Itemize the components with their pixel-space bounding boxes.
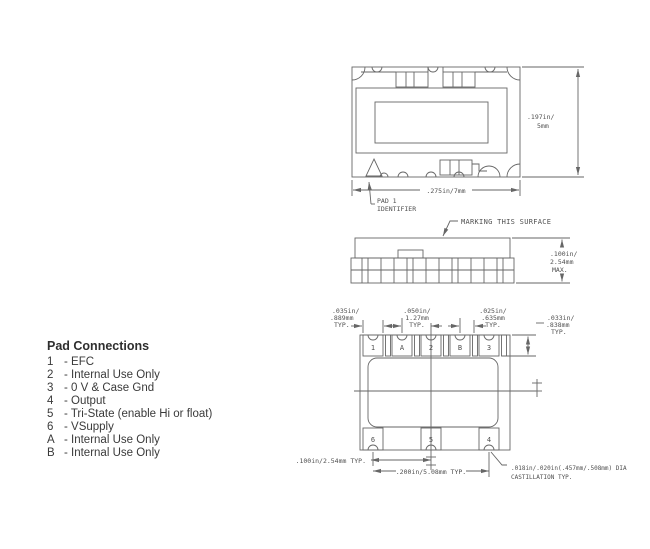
castellation-callout <box>491 452 627 481</box>
edge-castellation-notches <box>372 67 495 177</box>
pad-connection-row-6 <box>47 421 212 434</box>
pad1-callout-line2: IDENTIFIER <box>377 205 417 213</box>
pad-label-A: A <box>399 344 405 352</box>
pad1-identifier-callout <box>369 182 416 213</box>
dim-025-line1: .025in/ <box>479 307 507 315</box>
dim-035-line2: .889mm <box>330 314 354 322</box>
dim-025-line2: .635mm <box>481 314 505 322</box>
pad-function: - EFC <box>64 356 95 368</box>
marking-surface-callout <box>443 218 551 236</box>
base-castellation-lines <box>362 258 503 283</box>
top-dimensions <box>330 307 507 333</box>
pad-function: - Internal Use Only <box>64 369 160 381</box>
pad-connection-row-A <box>47 434 212 447</box>
lid-cavity-outline <box>375 102 488 143</box>
max-height-label-line2: 2.54mm <box>550 258 574 266</box>
pad-function: - Internal Use Only <box>64 434 160 446</box>
pad-function: - VSupply <box>64 421 114 433</box>
pad-connections-title: Pad Connections <box>47 339 150 353</box>
bottom-dimensions <box>296 452 489 477</box>
corner-castellation-arcs <box>352 67 520 177</box>
centerline-symbols <box>426 379 542 465</box>
pad-number: 2 <box>47 369 54 381</box>
pad-function: - Tri-State (enable Hi or float) <box>64 408 213 420</box>
pad1-callout-line1: PAD 1 <box>377 197 397 205</box>
pad-height-dimension <box>502 314 574 356</box>
dim-033-line2: .838mm <box>546 321 570 329</box>
height-dim-label-line1: .197in/ <box>527 113 555 121</box>
dim-035-line1: .035in/ <box>332 307 360 315</box>
castellation-note-line1: .018in/.020in(.457mm/.508mm) DIA <box>511 465 627 472</box>
pad-number: 1 <box>47 356 54 368</box>
dim-100-label: .100in/2.54mm TYP. <box>295 457 366 465</box>
pad-label-2: 2 <box>428 344 434 352</box>
bottom-view-drawing <box>296 307 627 481</box>
pad-function: - 0 V & Case Gnd <box>64 382 155 394</box>
pad-connection-row-3 <box>47 382 212 395</box>
side-view-drawing <box>351 218 577 283</box>
pad-connection-row-B <box>47 447 212 460</box>
pad-function: - Output <box>64 395 106 407</box>
dim-050-line1: .050in/ <box>403 307 431 315</box>
marking-surface-label: MARKING THIS SURFACE <box>461 218 552 226</box>
dim-200-label: .200in/5.08mm TYP. <box>395 468 467 476</box>
pad-label-B: B <box>457 344 463 352</box>
pad-connection-row-2 <box>47 369 212 382</box>
top-pad-row <box>363 335 507 356</box>
pad-label-6: 6 <box>370 436 376 444</box>
lid-profile <box>355 238 510 258</box>
dim-025-line3: TYP. <box>485 321 501 329</box>
pad1-identifier-triangle <box>366 159 382 176</box>
dim-033-line3: TYP. <box>551 328 567 336</box>
pad-number: 3 <box>47 382 54 394</box>
package-outline <box>352 67 520 177</box>
max-height-dimension <box>512 238 577 283</box>
max-height-label-line3: MAX. <box>552 266 568 274</box>
dim-035-line3: TYP. <box>334 321 350 329</box>
height-dim-label-line2: 5mm <box>537 122 549 130</box>
component-footprints <box>361 67 507 175</box>
dim-050-line3: TYP. <box>409 321 425 329</box>
pad-number: 5 <box>47 408 54 420</box>
dim-033-line1: .033in/ <box>547 314 575 322</box>
pad-label-4: 4 <box>486 436 492 444</box>
pad-number: A <box>47 434 55 446</box>
bottom-outline <box>360 335 510 450</box>
width-dimension <box>352 180 520 196</box>
base-profile <box>351 258 514 283</box>
pad-number: 6 <box>47 421 54 433</box>
pad-number: B <box>47 447 55 459</box>
height-dimension <box>522 67 584 177</box>
bottom-inner-outline <box>368 358 498 427</box>
pad-connections-list <box>47 339 212 460</box>
top-view-drawing <box>352 67 584 213</box>
pad-label-1: 1 <box>370 344 376 352</box>
pad-connection-row-1 <box>47 356 212 369</box>
castellation-note-line2: CASTILLATION TYP. <box>511 474 573 481</box>
dim-050-line2: 1.27mm <box>405 314 429 322</box>
pad-connection-row-4 <box>47 395 212 408</box>
pad-label-5: 5 <box>428 436 434 444</box>
lid-bump <box>398 250 423 258</box>
pad-function: - Internal Use Only <box>64 447 160 459</box>
pad-label-3: 3 <box>486 344 492 352</box>
pad-number: 4 <box>47 395 54 407</box>
max-height-label-line1: .100in/ <box>550 250 578 258</box>
width-dim-label: .275in/7mm <box>426 187 466 195</box>
pad-connection-row-5 <box>47 408 212 421</box>
